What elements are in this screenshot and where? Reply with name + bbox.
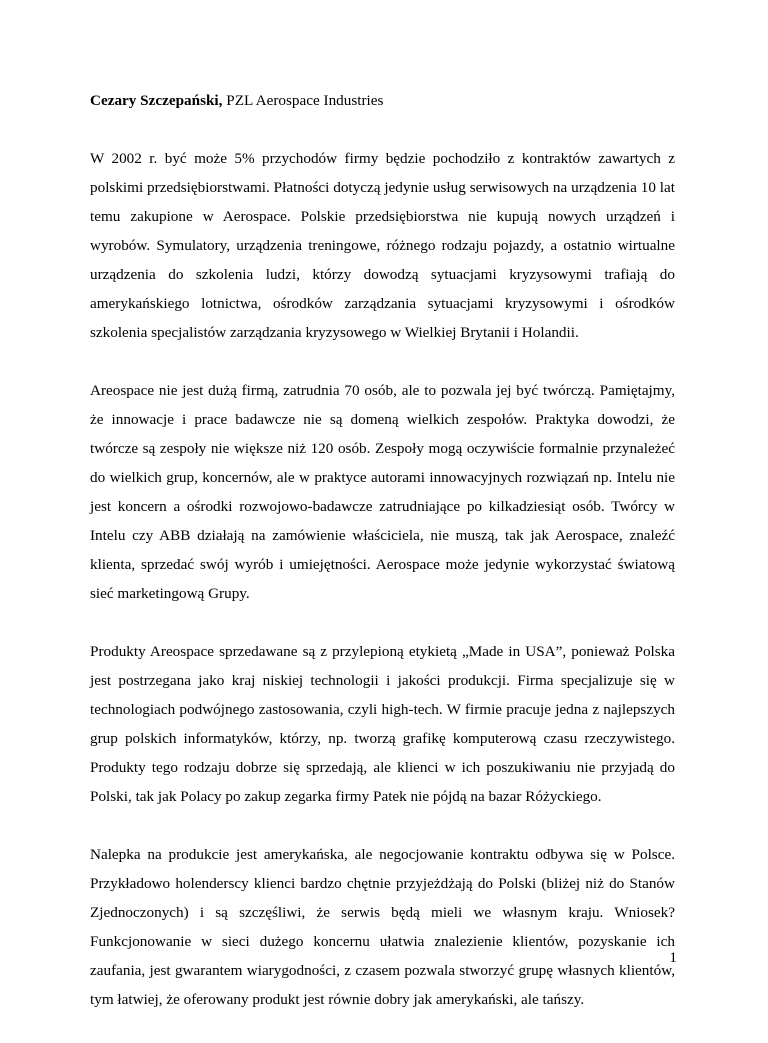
author-affiliation: PZL Aerospace Industries [222,92,384,109]
paragraph-2: Areospace nie jest dużą firmą, zatrudnia 70 osób, ale to pozwala jej być twórczą. Pamiętajmy, że innowacje i prace badawcze nie są domeną wielkich zespołów. Praktyka dowodzi, że twórcze są zespoły nie większe niż 120 osób. Zespoły mogą oczywiście formalnie przynależeć do wielkich grup, koncernów, ale w praktyce autorami innowacyjnych rozwiązań np. Intelu nie jest koncern a ośrodki rozwojowo-badawcze zatrudniające po kilkadziesiąt osób. Twórcy w Intelu czy ABB działają na zamówienie właściciela, nie muszą, tak jak Aerospace, znaleźć klienta, sprzedać swój wyrób i umiejętności. Aerospace może jedynie wykorzystać światową sieć marketingową Grupy. [90,382,675,602]
author-name: Cezary Szczepański, [90,92,223,109]
paragraph-1: W 2002 r. być może 5% przychodów firmy będzie pochodziło z kontraktów zawartych z polskimi przedsiębiorstwami. Płatności dotyczą jedynie usług serwisowych na urządzenia 10 lat temu zakupione w Aerospace. Polskie przedsiębiorstwa nie kupują nowych urządzeń i wyrobów. Symulatory, urządzenia treningowe, różnego rodzaju pojazdy, a ostatnio wirtualne urządzenia do szkolenia ludzi, którzy dowodzą sytuacjami kryzysowymi trafiają do amerykańskiego lotnictwa, ośrodków zarządzania sytuacjami kryzysowymi i ośrodków szkolenia specjalistów zarządzania kryzysowego w Wielkiej Brytanii i Holandii. [90,150,675,341]
page-number: 1 [669,949,677,966]
paragraph-3: Produkty Areospace sprzedawane są z przylepioną etykietą „Made in USA”, ponieważ Polska jest postrzegana jako kraj niskiej technologii i jakości produkcji. Firma specjalizuje się w technologiach podwójnego zastosowania, czyli high-tech. W firmie pracuje jedna z najlepszych grup polskich informatyków, którzy, np. tworzą grafikę komputerową czasu rzeczywistego. Produkty tego rodzaju dobrze się sprzedają, ale klienci w ich poszukiwaniu nie przyjadą do Polski, tak jak Polacy po zakup zegarka firmy Patek nie pójdą na bazar Różyckiego. [90,643,675,805]
paragraph-4: Nalepka na produkcie jest amerykańska, ale negocjowanie kontraktu odbywa się w Polsce. Przykładowo holenderscy klienci bardzo chętnie przyjeżdżają do Polski (bliżej niż do Stanów Zjednoczonych) i są szczęśliwi, że serwis będą mieli we własnym kraju. Wniosek? Funkcjonowanie w sieci dużego koncernu ułatwia znalezienie klientów, pozyskanie ich zaufania, jest gwarantem wiarygodności, z czasem pozwala stworzyć grupę własnych klientów, tym łatwiej, że oferowany produkt jest równie dobry jak amerykański, ale tańszy. [90,846,675,1008]
document-body [90,86,675,1043]
author-line [90,86,675,115]
